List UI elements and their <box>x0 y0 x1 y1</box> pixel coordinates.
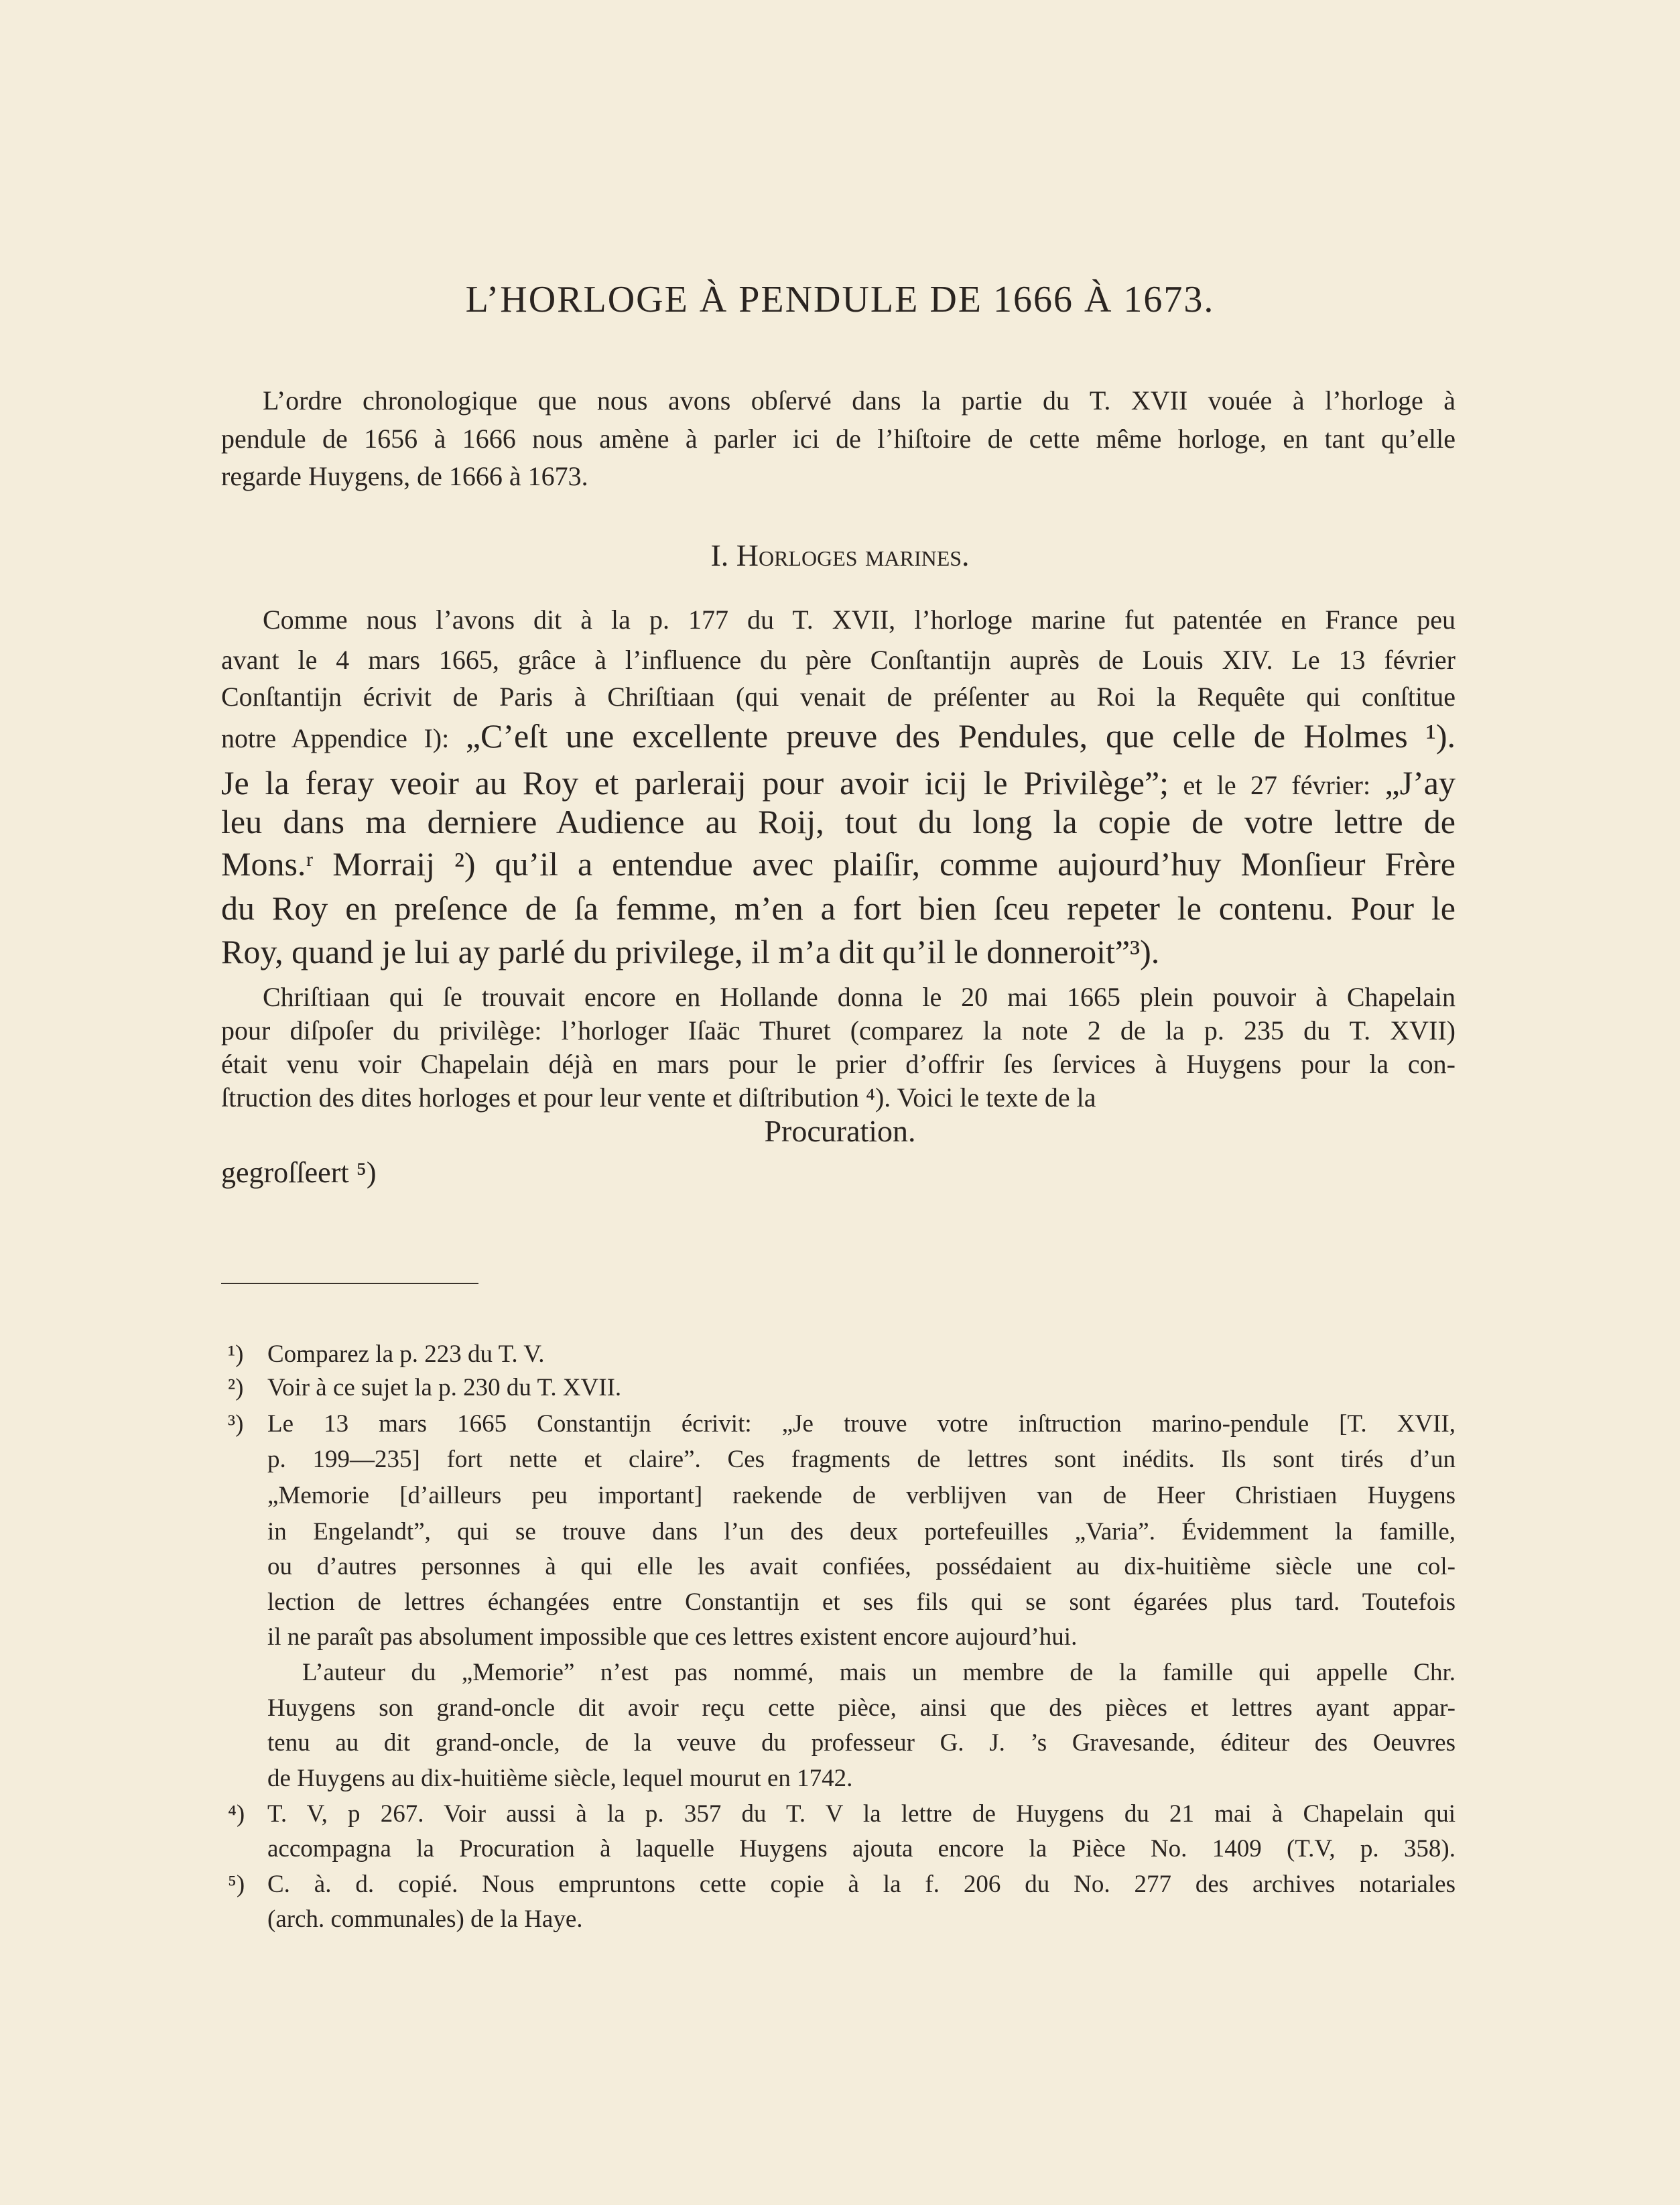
footnote-line: Huygens son grand-oncle dit avoir reçu cette pièce, ainsi que des pièces et lettres ayant appar- <box>267 1694 1456 1722</box>
footnote-line: C. à. d. copié. Nous empruntons cette copie à la f. 206 du No. 277 des archives notariales <box>267 1871 1456 1898</box>
quote-line: leu dans ma derniere Audience au Roij, tout du long la copie de votre lettre de <box>221 803 1456 840</box>
quote-segment: „J’ay <box>1384 764 1456 802</box>
text-segment: et le 27 février: <box>1169 770 1385 800</box>
paragraph-line: était venu voir Chapelain déjà en mars pour le prier d’offrir ſes ſervices à Huygens pour la con- <box>221 1049 1456 1079</box>
paragraph-line: Conſtantijn écrivit de Paris à Chriſtiaan (qui venait de préſenter au Roi la Requête qui conſtitue <box>221 682 1456 712</box>
intro-line: regarde Huygens, de 1666 à 1673. <box>221 461 588 491</box>
footnote-line: p. 199—235] fort nette et claire”. Ces fragments de lettres sont inédits. Ils sont tirés d’un <box>267 1446 1456 1473</box>
quote-line: Roy, quand je lui ay parlé du privilege, il m’a dit qu’il le donneroit”³). <box>221 933 1160 970</box>
paragraph-line <box>221 761 1456 804</box>
quote-line: Mons.ʳ Morraij ²) qu’il a entendue avec plaiſir, comme aujourd’huy Monſieur Frère <box>221 845 1456 883</box>
footnote-number: ¹) <box>228 1340 244 1368</box>
paragraph-line: ſtruction des dites horloges et pour leur vente et diſtribution ⁴). Voici le texte de la <box>221 1082 1096 1113</box>
text-segment: notre Appendice I): <box>221 723 466 753</box>
footnote-number: ⁴) <box>228 1800 245 1828</box>
footnote-separator <box>221 1283 478 1284</box>
paragraph-line: pour diſpoſer du privilège: l’horloger Iſaäc Thuret (comparez la note 2 de la p. 235 du T. XVII) <box>221 1015 1456 1046</box>
paragraph-line: Chriſtiaan qui ſe trouvait encore en Hollande donna le 20 mai 1665 plein pouvoir à Chapelain <box>263 982 1456 1012</box>
quote-line: du Roy en preſence de ſa femme, m’en a fort bien ſceu repeter le contenu. Pour le <box>221 889 1456 927</box>
footnote-line: ou d’autres personnes à qui elle les avait confiées, possédaient au dix-huitième siècle une col- <box>267 1553 1456 1580</box>
footnote-line: in Engelandt”, qui se trouve dans l’un des deux portefeuilles „Varia”. Évidemment la famille, <box>267 1518 1456 1546</box>
footnote-number: ⁵) <box>228 1871 245 1898</box>
footnote-line: (arch. communales) de la Haye. <box>267 1905 583 1933</box>
footnote-number: ²) <box>228 1374 244 1401</box>
paragraph-line <box>221 714 1456 757</box>
footnote-line: Comparez la p. 223 du T. V. <box>267 1340 545 1368</box>
page-title: L’HORLOGE À PENDULE DE 1666 À 1673. <box>465 279 1215 320</box>
footnote-line: Le 13 mars 1665 Constantijn écrivit: „Je trouve votre inſtruction marino-pendule [T. XVII, <box>267 1410 1456 1438</box>
footnote-line: „Memorie [d’ailleurs peu important] raekende de verblijven van de Heer Christiaen Huygens <box>267 1482 1456 1509</box>
quote-segment: Je la feray veoir au Roy et parleraij pour avoir icij le Privilège”; <box>221 764 1169 802</box>
paragraph-line: avant le 4 mars 1665, grâce à l’influence du père Conſtantijn auprès de Louis XIV. Le 13 février <box>221 645 1456 675</box>
footnote-line: L’auteur du „Memorie” n’est pas nommé, mais un membre de la famille qui appelle Chr. <box>302 1659 1456 1686</box>
footnote-line: tenu au dit grand-oncle, de la veuve du professeur G. J. ’s Gravesande, éditeur des Oeuvres <box>267 1729 1456 1757</box>
intro-line: L’ordre chronologique que nous avons obſervé dans la partie du T. XVII vouée à l’horloge à <box>263 385 1456 416</box>
intro-line: pendule de 1656 à 1666 nous amène à parler ici de l’hiſtoire de cette même horloge, en tant qu’elle <box>221 424 1456 454</box>
footnote-line: Voir à ce sujet la p. 230 du T. XVII. <box>267 1374 622 1401</box>
quote-segment: „C’eſt une excellente preuve des Pendules, que celle de Holmes ¹). <box>465 717 1456 755</box>
footnote-line: il ne paraît pas absolument impossible que ces lettres existent encore aujourd’hui. <box>267 1623 1078 1651</box>
paragraph-line: Comme nous l’avons dit à la p. 177 du T. XVII, l’horloge marine fut patentée en France peu <box>263 605 1456 635</box>
footnote-line: T. V, p 267. Voir aussi à la p. 357 du T. V la lettre de Huygens du 21 mai à Chapelain qui <box>267 1800 1456 1828</box>
gegrosseert-text: gegroſſeert ⁵) <box>221 1156 377 1189</box>
procuration-heading: Procuration. <box>764 1114 916 1148</box>
footnote-line: lection de lettres échangées entre Constantijn et ses fils qui se sont égarées plus tard. Toutefois <box>267 1588 1456 1616</box>
section-heading: I. Horloges marines. <box>710 538 970 572</box>
footnote-number: ³) <box>228 1410 244 1438</box>
footnote-line: de Huygens au dix-huitième siècle, lequel mourut en 1742. <box>267 1765 853 1792</box>
footnote-line: accompagna la Procuration à laquelle Huygens ajouta encore la Pièce No. 1409 (T.V, p. 358). <box>267 1835 1456 1863</box>
